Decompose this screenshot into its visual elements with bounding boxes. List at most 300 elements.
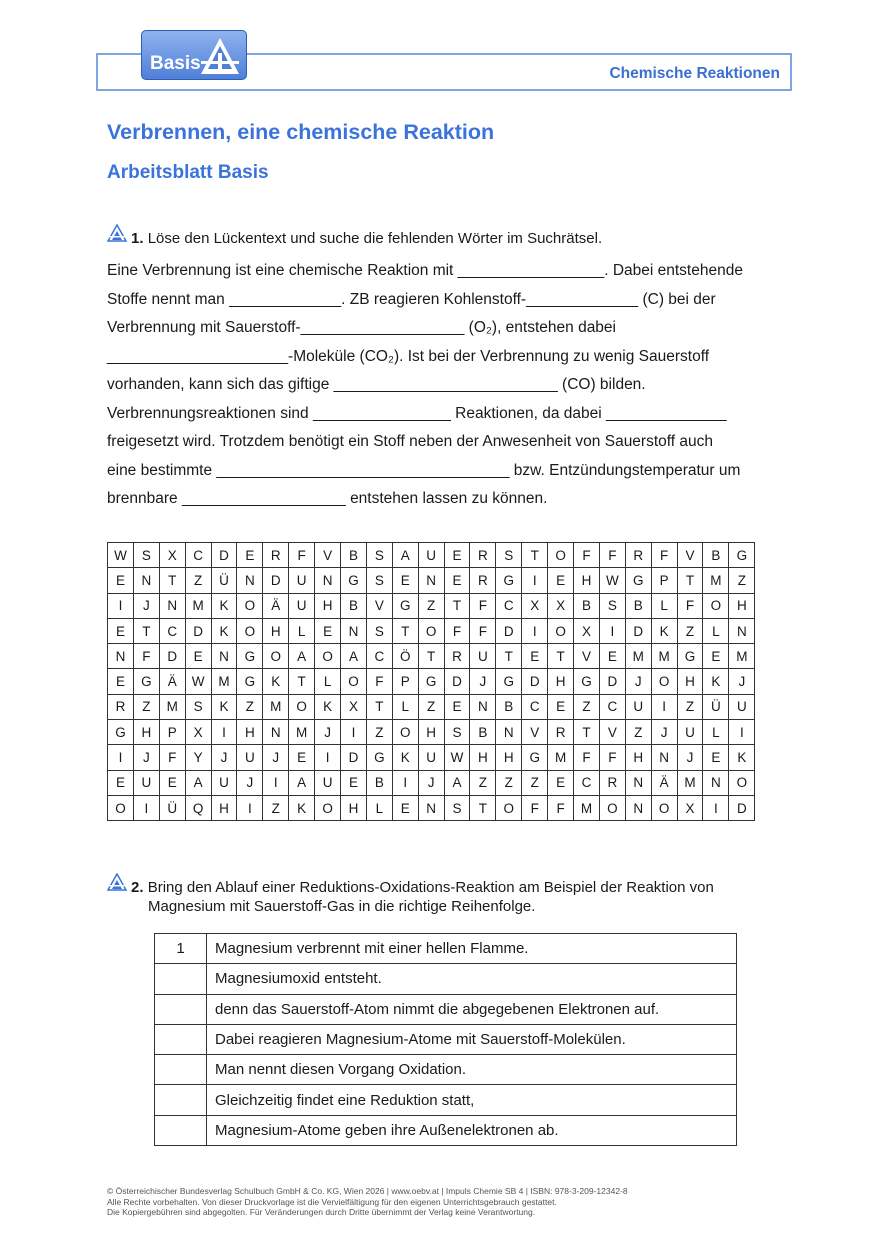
grid-cell[interactable]: S — [444, 795, 470, 820]
grid-cell[interactable]: D — [522, 669, 548, 694]
grid-cell[interactable]: I — [108, 745, 134, 770]
page-title: Verbrennen, eine chemische Reaktion — [107, 120, 495, 144]
grid-cell[interactable]: G — [677, 644, 703, 669]
grid-cell[interactable]: K — [703, 669, 729, 694]
grid-cell[interactable]: A — [289, 770, 315, 795]
grid-cell[interactable]: C — [185, 543, 211, 568]
grid-cell[interactable]: E — [548, 694, 574, 719]
grid-cell[interactable]: B — [703, 543, 729, 568]
grid-cell[interactable]: Z — [470, 770, 496, 795]
grid-cell[interactable]: E — [341, 770, 367, 795]
grid-cell[interactable]: T — [548, 644, 574, 669]
grid-cell[interactable]: Ü — [211, 568, 237, 593]
grid-cell[interactable]: G — [392, 593, 418, 618]
grid-cell[interactable]: V — [599, 720, 625, 745]
table-row — [155, 934, 737, 964]
grid-cell[interactable]: N — [315, 568, 341, 593]
grid-cell[interactable]: F — [599, 543, 625, 568]
order-number-cell[interactable] — [155, 1024, 207, 1054]
grid-cell[interactable]: U — [315, 770, 341, 795]
grid-cell[interactable]: Z — [625, 720, 651, 745]
grid-cell[interactable]: E — [108, 669, 134, 694]
grid-cell[interactable]: Q — [185, 795, 211, 820]
grid-cell[interactable]: N — [470, 694, 496, 719]
grid-cell[interactable]: W — [185, 669, 211, 694]
grid-cell[interactable]: K — [289, 795, 315, 820]
grid-cell[interactable]: S — [444, 720, 470, 745]
grid-cell[interactable]: B — [341, 543, 367, 568]
grid-cell[interactable]: I — [729, 720, 755, 745]
grid-cell[interactable]: N — [133, 568, 159, 593]
grid-cell[interactable]: Z — [677, 618, 703, 643]
basis-triangle-icon — [198, 35, 242, 77]
grid-cell[interactable]: E — [703, 644, 729, 669]
grid-cell[interactable]: F — [548, 795, 574, 820]
grid-cell[interactable]: Z — [574, 694, 600, 719]
grid-cell[interactable]: O — [237, 618, 263, 643]
grid-cell[interactable]: F — [133, 644, 159, 669]
grid-cell[interactable]: O — [289, 694, 315, 719]
grid-cell[interactable]: Z — [677, 694, 703, 719]
grid-cell[interactable]: N — [651, 745, 677, 770]
grid-cell[interactable]: O — [548, 543, 574, 568]
grid-cell[interactable]: M — [703, 568, 729, 593]
grid-cell[interactable]: B — [496, 694, 522, 719]
grid-row — [108, 694, 755, 719]
grid-cell[interactable]: S — [366, 618, 392, 643]
grid-cell[interactable]: M — [159, 694, 185, 719]
grid-cell[interactable]: G — [496, 669, 522, 694]
grid-cell[interactable]: N — [625, 795, 651, 820]
grid-cell[interactable]: O — [237, 593, 263, 618]
grid-cell[interactable]: D — [341, 745, 367, 770]
grid-cell[interactable]: N — [703, 770, 729, 795]
grid-cell[interactable]: D — [729, 795, 755, 820]
grid-cell[interactable]: C — [599, 694, 625, 719]
grid-cell[interactable]: U — [418, 543, 444, 568]
grid-cell[interactable]: O — [315, 795, 341, 820]
grid-cell[interactable]: T — [366, 694, 392, 719]
grid-cell[interactable]: J — [651, 720, 677, 745]
grid-cell[interactable]: N — [263, 720, 289, 745]
grid-cell[interactable]: I — [703, 795, 729, 820]
grid-cell[interactable]: P — [392, 669, 418, 694]
grid-cell[interactable]: H — [263, 618, 289, 643]
grid-cell[interactable]: Ä — [263, 593, 289, 618]
grid-cell[interactable]: P — [159, 720, 185, 745]
grid-cell[interactable]: E — [703, 745, 729, 770]
grid-cell[interactable]: X — [159, 543, 185, 568]
grid-cell[interactable]: R — [444, 644, 470, 669]
grid-cell[interactable]: V — [574, 644, 600, 669]
grid-cell[interactable]: S — [599, 593, 625, 618]
grid-cell[interactable]: R — [108, 694, 134, 719]
grid-cell[interactable]: F — [470, 593, 496, 618]
grid-cell[interactable]: O — [496, 795, 522, 820]
order-text-cell: Gleichzeitig findet eine Reduktion statt, — [207, 1085, 737, 1115]
order-number-cell[interactable] — [155, 1085, 207, 1115]
grid-cell[interactable]: W — [599, 568, 625, 593]
grid-cell[interactable]: I — [522, 618, 548, 643]
grid-cell[interactable]: Z — [366, 720, 392, 745]
grid-cell[interactable]: K — [263, 669, 289, 694]
table-row — [155, 994, 737, 1024]
grid-cell[interactable]: O — [651, 795, 677, 820]
grid-cell[interactable]: C — [496, 593, 522, 618]
grid-cell[interactable]: J — [315, 720, 341, 745]
grid-cell[interactable]: G — [418, 669, 444, 694]
order-number-cell[interactable]: 1 — [155, 934, 207, 964]
grid-cell[interactable]: L — [315, 669, 341, 694]
grid-cell[interactable]: D — [444, 669, 470, 694]
section-title: Chemische Reaktionen — [609, 65, 780, 82]
grid-cell[interactable]: B — [625, 593, 651, 618]
grid-cell[interactable]: M — [185, 593, 211, 618]
grid-cell[interactable]: T — [574, 720, 600, 745]
grid-cell[interactable]: F — [651, 543, 677, 568]
grid-cell[interactable]: U — [729, 694, 755, 719]
grid-cell[interactable]: K — [211, 593, 237, 618]
grid-cell[interactable]: I — [315, 745, 341, 770]
grid-cell[interactable]: Y — [185, 745, 211, 770]
grid-cell[interactable]: J — [211, 745, 237, 770]
grid-cell[interactable]: T — [418, 644, 444, 669]
grid-cell[interactable]: T — [289, 669, 315, 694]
grid-cell[interactable]: V — [677, 543, 703, 568]
grid-cell[interactable]: F — [522, 795, 548, 820]
grid-cell[interactable]: A — [444, 770, 470, 795]
grid-cell[interactable]: F — [574, 543, 600, 568]
grid-cell[interactable]: Z — [522, 770, 548, 795]
grid-cell[interactable]: R — [599, 770, 625, 795]
grid-cell[interactable]: R — [625, 543, 651, 568]
grid-cell[interactable]: G — [574, 669, 600, 694]
order-number-cell[interactable] — [155, 1115, 207, 1145]
cloze-line: _____________________-Moleküle (CO₂). Ist bei der Verbrennung zu wenig Sauerstoff — [107, 347, 710, 365]
grid-cell[interactable]: F — [289, 543, 315, 568]
grid-cell[interactable]: J — [625, 669, 651, 694]
grid-cell[interactable]: H — [418, 720, 444, 745]
grid-cell[interactable]: O — [651, 669, 677, 694]
grid-cell[interactable]: J — [133, 593, 159, 618]
grid-cell[interactable]: Ä — [159, 669, 185, 694]
grid-cell[interactable]: M — [625, 644, 651, 669]
table-row — [155, 1024, 737, 1054]
grid-cell[interactable]: C — [159, 618, 185, 643]
grid-cell[interactable]: F — [470, 618, 496, 643]
grid-cell[interactable]: V — [366, 593, 392, 618]
grid-cell[interactable]: H — [133, 720, 159, 745]
grid-cell[interactable]: E — [522, 644, 548, 669]
grid-cell[interactable]: T — [522, 543, 548, 568]
table-row — [155, 1085, 737, 1115]
grid-cell[interactable]: E — [548, 568, 574, 593]
grid-cell[interactable]: M — [289, 720, 315, 745]
grid-cell[interactable]: M — [651, 644, 677, 669]
grid-cell[interactable]: N — [625, 770, 651, 795]
grid-cell[interactable]: V — [315, 543, 341, 568]
grid-cell[interactable]: F — [366, 669, 392, 694]
grid-cell[interactable]: M — [574, 795, 600, 820]
grid-cell[interactable]: B — [341, 593, 367, 618]
grid-cell[interactable]: I — [211, 720, 237, 745]
basis-logo — [141, 30, 247, 80]
grid-cell[interactable]: D — [599, 669, 625, 694]
grid-cell[interactable]: O — [108, 795, 134, 820]
grid-cell[interactable]: E — [444, 568, 470, 593]
grid-cell[interactable]: N — [159, 593, 185, 618]
grid-cell[interactable]: O — [703, 593, 729, 618]
grid-cell[interactable]: M — [548, 745, 574, 770]
task2-instruction — [131, 878, 714, 916]
grid-cell[interactable]: O — [392, 720, 418, 745]
grid-cell[interactable]: E — [237, 543, 263, 568]
grid-cell[interactable]: B — [366, 770, 392, 795]
grid-cell[interactable]: N — [237, 568, 263, 593]
grid-cell[interactable]: K — [392, 745, 418, 770]
grid-cell[interactable]: U — [289, 568, 315, 593]
grid-cell[interactable]: K — [211, 618, 237, 643]
grid-cell[interactable]: H — [548, 669, 574, 694]
grid-cell[interactable]: G — [366, 745, 392, 770]
grid-cell[interactable]: H — [496, 745, 522, 770]
grid-cell[interactable]: E — [444, 543, 470, 568]
grid-cell[interactable]: Z — [729, 568, 755, 593]
grid-cell[interactable]: C — [574, 770, 600, 795]
grid-cell[interactable]: K — [729, 745, 755, 770]
grid-cell[interactable]: O — [341, 669, 367, 694]
grid-cell[interactable]: A — [392, 543, 418, 568]
grid-cell[interactable]: X — [522, 593, 548, 618]
grid-cell[interactable]: G — [625, 568, 651, 593]
grid-cell[interactable]: G — [341, 568, 367, 593]
grid-cell[interactable]: H — [315, 593, 341, 618]
grid-cell[interactable]: E — [392, 795, 418, 820]
grid-cell[interactable]: O — [418, 618, 444, 643]
grid-cell[interactable]: A — [185, 770, 211, 795]
grid-cell[interactable]: M — [263, 694, 289, 719]
grid-cell[interactable]: I — [263, 770, 289, 795]
grid-cell[interactable]: R — [263, 543, 289, 568]
grid-cell[interactable]: G — [237, 644, 263, 669]
grid-cell[interactable]: T — [133, 618, 159, 643]
grid-cell[interactable]: U — [211, 770, 237, 795]
grid-cell[interactable]: Ü — [703, 694, 729, 719]
grid-cell[interactable]: L — [289, 618, 315, 643]
grid-cell[interactable]: X — [548, 593, 574, 618]
grid-cell[interactable]: D — [159, 644, 185, 669]
grid-cell[interactable]: Z — [133, 694, 159, 719]
grid-cell[interactable]: E — [159, 770, 185, 795]
grid-cell[interactable]: O — [315, 644, 341, 669]
grid-cell[interactable]: G — [522, 745, 548, 770]
grid-cell[interactable]: U — [470, 644, 496, 669]
grid-cell[interactable]: F — [574, 745, 600, 770]
grid-cell[interactable]: S — [185, 694, 211, 719]
grid-cell[interactable]: Z — [263, 795, 289, 820]
grid-cell[interactable]: F — [599, 745, 625, 770]
grid-cell[interactable]: Ö — [392, 644, 418, 669]
grid-cell[interactable]: D — [263, 568, 289, 593]
grid-cell[interactable]: H — [625, 745, 651, 770]
grid-cell[interactable]: W — [444, 745, 470, 770]
grid-cell[interactable]: U — [625, 694, 651, 719]
grid-cell[interactable]: Z — [496, 770, 522, 795]
grid-cell[interactable]: U — [133, 770, 159, 795]
grid-cell[interactable]: L — [703, 720, 729, 745]
grid-cell[interactable]: H — [237, 720, 263, 745]
grid-cell[interactable]: H — [211, 795, 237, 820]
grid-cell[interactable]: S — [366, 543, 392, 568]
grid-cell[interactable]: N — [729, 618, 755, 643]
grid-cell[interactable]: X — [574, 618, 600, 643]
grid-cell[interactable]: F — [159, 745, 185, 770]
grid-cell[interactable]: R — [470, 568, 496, 593]
grid-cell[interactable]: J — [133, 745, 159, 770]
grid-cell[interactable]: E — [444, 694, 470, 719]
grid-cell[interactable]: H — [341, 795, 367, 820]
grid-cell[interactable]: J — [729, 669, 755, 694]
grid-cell[interactable]: N — [496, 720, 522, 745]
grid-cell[interactable]: I — [108, 593, 134, 618]
grid-cell[interactable]: T — [392, 618, 418, 643]
grid-cell[interactable]: E — [108, 568, 134, 593]
grid-cell[interactable]: X — [185, 720, 211, 745]
grid-cell[interactable]: T — [470, 795, 496, 820]
grid-cell[interactable]: G — [496, 568, 522, 593]
grid-cell[interactable]: U — [418, 745, 444, 770]
grid-cell[interactable]: V — [522, 720, 548, 745]
grid-cell[interactable]: G — [133, 669, 159, 694]
grid-cell[interactable]: L — [392, 694, 418, 719]
grid-cell[interactable]: F — [444, 618, 470, 643]
grid-cell[interactable]: T — [159, 568, 185, 593]
order-number-cell[interactable] — [155, 1055, 207, 1085]
grid-cell[interactable]: Ü — [159, 795, 185, 820]
grid-cell[interactable]: N — [418, 568, 444, 593]
grid-cell[interactable]: T — [496, 644, 522, 669]
grid-cell[interactable]: O — [729, 770, 755, 795]
grid-cell[interactable]: R — [470, 543, 496, 568]
footer-line: Alle Rechte vorbehalten. Von dieser Druckvorlage ist die Vervielfältigung für den eigenen Unterrichtsgebrauch gestattet. — [107, 1196, 557, 1207]
grid-cell[interactable]: B — [470, 720, 496, 745]
grid-cell[interactable]: I — [133, 795, 159, 820]
grid-cell[interactable]: X — [341, 694, 367, 719]
grid-cell[interactable]: B — [574, 593, 600, 618]
grid-cell[interactable]: G — [237, 669, 263, 694]
grid-cell[interactable]: R — [548, 720, 574, 745]
grid-cell[interactable]: E — [548, 770, 574, 795]
grid-cell[interactable]: E — [289, 745, 315, 770]
grid-cell[interactable]: J — [237, 770, 263, 795]
grid-cell[interactable]: G — [729, 543, 755, 568]
grid-cell[interactable]: E — [108, 618, 134, 643]
cloze-line: Stoffe nennt man _____________. ZB reagieren Kohlenstoff-_____________ (C) bei der — [107, 290, 716, 308]
grid-cell[interactable]: Z — [185, 568, 211, 593]
grid-cell[interactable]: T — [677, 568, 703, 593]
grid-cell[interactable]: Z — [418, 593, 444, 618]
grid-cell[interactable]: D — [625, 618, 651, 643]
grid-cell[interactable]: T — [444, 593, 470, 618]
grid-cell[interactable]: Ä — [651, 770, 677, 795]
grid-cell[interactable]: L — [703, 618, 729, 643]
grid-cell[interactable]: E — [185, 644, 211, 669]
grid-cell[interactable]: U — [237, 745, 263, 770]
grid-cell[interactable]: K — [211, 694, 237, 719]
grid-cell[interactable]: I — [392, 770, 418, 795]
grid-cell[interactable]: S — [133, 543, 159, 568]
grid-cell[interactable]: E — [315, 618, 341, 643]
grid-cell[interactable]: H — [677, 669, 703, 694]
grid-cell[interactable]: U — [289, 593, 315, 618]
order-number-cell[interactable] — [155, 994, 207, 1024]
grid-cell[interactable]: N — [341, 618, 367, 643]
grid-cell[interactable]: J — [418, 770, 444, 795]
grid-cell[interactable]: Z — [418, 694, 444, 719]
grid-cell[interactable]: D — [496, 618, 522, 643]
grid-cell[interactable]: D — [185, 618, 211, 643]
grid-cell[interactable]: C — [522, 694, 548, 719]
grid-cell[interactable]: K — [651, 618, 677, 643]
grid-cell[interactable]: J — [470, 669, 496, 694]
grid-cell[interactable]: C — [366, 644, 392, 669]
grid-cell[interactable]: N — [418, 795, 444, 820]
grid-cell[interactable]: E — [108, 770, 134, 795]
grid-cell[interactable]: G — [108, 720, 134, 745]
grid-cell[interactable]: S — [496, 543, 522, 568]
level-triangle-icon — [107, 224, 127, 242]
grid-cell[interactable]: I — [522, 568, 548, 593]
grid-cell[interactable]: E — [599, 644, 625, 669]
grid-cell[interactable]: H — [729, 593, 755, 618]
grid-cell[interactable]: L — [651, 593, 677, 618]
task2-text-line1: Bring den Ablauf einer Reduktions-Oxidations-Reaktion am Beispiel der Reaktion von — [147, 879, 714, 896]
grid-cell[interactable]: M — [677, 770, 703, 795]
grid-cell[interactable]: M — [211, 669, 237, 694]
grid-cell[interactable]: O — [548, 618, 574, 643]
grid-cell[interactable]: L — [366, 795, 392, 820]
grid-cell[interactable]: U — [677, 720, 703, 745]
grid-cell[interactable]: S — [366, 568, 392, 593]
grid-cell[interactable]: P — [651, 568, 677, 593]
grid-cell[interactable]: E — [392, 568, 418, 593]
grid-cell[interactable]: I — [341, 720, 367, 745]
table-row — [155, 1055, 737, 1085]
grid-cell[interactable]: F — [677, 593, 703, 618]
grid-cell[interactable]: Z — [237, 694, 263, 719]
grid-cell[interactable]: N — [108, 644, 134, 669]
grid-cell[interactable]: J — [263, 745, 289, 770]
grid-cell[interactable]: X — [677, 795, 703, 820]
grid-cell[interactable]: M — [729, 644, 755, 669]
grid-cell[interactable]: W — [108, 543, 134, 568]
grid-cell[interactable]: H — [470, 745, 496, 770]
grid-cell[interactable]: N — [211, 644, 237, 669]
grid-cell[interactable]: D — [211, 543, 237, 568]
grid-cell[interactable]: J — [677, 745, 703, 770]
grid-cell[interactable]: I — [599, 618, 625, 643]
grid-cell[interactable]: O — [263, 644, 289, 669]
grid-cell[interactable]: I — [651, 694, 677, 719]
level-triangle-icon — [107, 873, 127, 891]
grid-cell[interactable]: K — [315, 694, 341, 719]
grid-cell[interactable]: I — [237, 795, 263, 820]
grid-cell[interactable]: H — [574, 568, 600, 593]
grid-cell[interactable]: A — [341, 644, 367, 669]
grid-cell[interactable]: O — [599, 795, 625, 820]
grid-cell[interactable]: A — [289, 644, 315, 669]
order-number-cell[interactable] — [155, 964, 207, 994]
